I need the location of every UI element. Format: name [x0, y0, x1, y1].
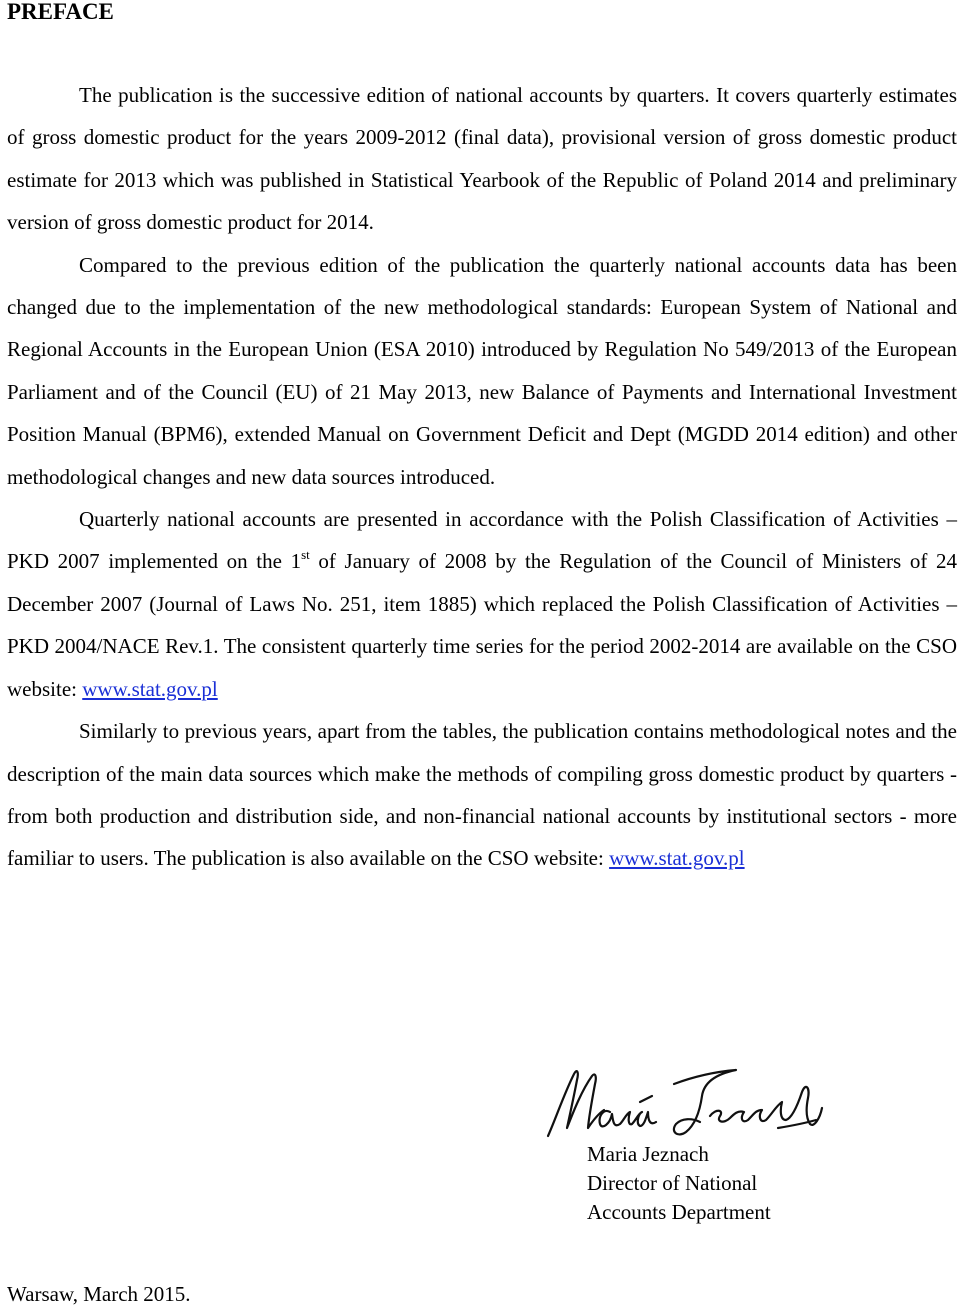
paragraph-1: The publication is the successive edition of national accounts by quarters. It covers quarterly estimates of gross domestic product for the years 2009-2012 (final data), provisional version of gross domestic product estimate for 2013 which was published in Statistical Yearbook of the Republic of Poland 2014 and preliminary version of gross domestic product for 2014.	[7, 83, 957, 235]
place-and-date: Warsaw, March 2015.	[7, 1282, 191, 1306]
paragraph-4	[7, 710, 957, 880]
paragraph-4-text: Similarly to previous years, apart from the tables, the publication contains methodological notes and the description of the main data sources which make the methods of compiling gross domestic product by quarters - from both production and distribution side, and non-financial national accounts by institutional sectors - more familiar to users. The publication is also available on the CSO website:	[7, 719, 957, 871]
cso-website-link-2[interactable]: www.stat.gov.pl	[609, 846, 745, 871]
paragraph-3	[7, 498, 957, 710]
paragraph-3-text-start: Quarterly national accounts are presented in accordance with the Polish Classification of Activities – PKD 2007 implemented on the 1	[7, 507, 957, 574]
signer-title-line-2: Accounts Department	[587, 1200, 771, 1224]
signer-name: Maria Jeznach	[587, 1142, 709, 1166]
ordinal-suffix: st	[301, 547, 310, 563]
handwritten-signature	[540, 1048, 830, 1148]
paragraph-3-text-end: of January of 2008 by the Regulation of the Council of Ministers of 24 December 2007 (Journal of Laws No. 251, item 1885) which replaced the Polish Classification of Activities – PKD 2004/NACE Rev.1. The consistent quarterly time series for the period 2002-2014 are available on the CSO website:	[7, 549, 957, 701]
page-title: PREFACE	[7, 0, 114, 24]
signer-title-line-1: Director of National	[587, 1171, 758, 1195]
cso-website-link[interactable]: www.stat.gov.pl	[82, 676, 218, 701]
preface-body	[7, 74, 957, 880]
signer-block	[587, 1140, 771, 1227]
paragraph-2: Compared to the previous edition of the publication the quarterly national accounts data has been changed due to the implementation of the new methodological standards: European System of National and Regional Accounts in the European Union (ESA 2010) introduced by Regulation No 549/2013 of the European Parliament and of the Council (EU) of 21 May 2013, new Balance of Payments and International Investment Position Manual (BPM6), extended Manual on Government Deficit and Dept (MGDD 2014 edition) and other methodological changes and new data sources introduced.	[7, 252, 957, 489]
